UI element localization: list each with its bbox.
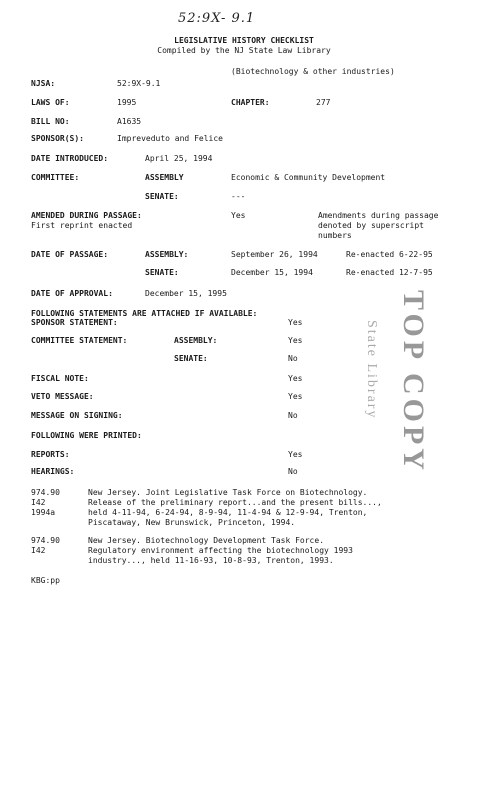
- reference-1-call-number: 1994a: [31, 508, 56, 517]
- njsa-value: 52:9X-9.1: [117, 79, 161, 88]
- veto-message-label: VETO MESSAGE:: [31, 392, 94, 401]
- passage-senate-reenacted: Re-enacted 12-7-95: [346, 268, 433, 277]
- signing-message-label: MESSAGE ON SIGNING:: [31, 411, 123, 420]
- reference-2-line: New Jersey. Biotechnology Development Task Force.: [88, 536, 325, 545]
- reference-2-line: Regulatory environment affecting the biotechnology 1993: [88, 546, 353, 555]
- handwritten-citation: 52:9X- 9.1: [178, 11, 256, 26]
- reference-1-line: Piscataway, New Brunswick, Princeton, 1994.: [88, 518, 296, 527]
- committee-statement-assembly-value: Yes: [288, 336, 303, 345]
- amended-note-line-1: Amendments during passage: [318, 211, 439, 220]
- passage-senate-value: December 15, 1994: [231, 268, 313, 277]
- passage-assembly-label: ASSEMBLY:: [145, 250, 189, 259]
- hearings-label: HEARINGS:: [31, 467, 75, 476]
- committee-statement-label: COMMITTEE STATEMENT:: [31, 336, 128, 345]
- sponsor-statement-value: Yes: [288, 318, 303, 327]
- fiscal-note-label: FISCAL NOTE:: [31, 374, 89, 383]
- bill-value: A1635: [117, 117, 142, 126]
- document-title: LEGISLATIVE HISTORY CHECKLIST: [174, 36, 314, 45]
- laws-label: LAWS OF:: [31, 98, 70, 107]
- bill-label: BILL NO:: [31, 117, 70, 126]
- amended-value: Yes: [231, 211, 246, 220]
- hearings-value: No: [288, 467, 298, 476]
- document-subtitle: Compiled by the NJ State Law Library: [157, 46, 331, 55]
- statements-heading: FOLLOWING STATEMENTS ARE ATTACHED IF AVAILABLE:: [31, 309, 258, 318]
- njsa-label: NJSA:: [31, 79, 56, 88]
- passage-senate-label: SENATE:: [145, 268, 179, 277]
- committee-statement-senate-label: SENATE:: [174, 354, 208, 363]
- reference-1-call-number: 974.90: [31, 488, 60, 497]
- fiscal-note-value: Yes: [288, 374, 303, 383]
- introduced-label: DATE INTRODUCED:: [31, 154, 109, 163]
- chapter-value: 277: [316, 98, 331, 107]
- committee-assembly-value: Economic & Community Development: [231, 173, 386, 182]
- reference-1-line: held 4-11-94, 6-24-94, 8-9-94, 11-4-94 & 12-9-94, Trenton,: [88, 508, 368, 517]
- sponsor-value: Impreveduto and Felice: [117, 134, 223, 143]
- reference-1-call-number: I42: [31, 498, 46, 507]
- passage-assembly-value: September 26, 1994: [231, 250, 318, 259]
- reports-value: Yes: [288, 450, 303, 459]
- typist-initials: KBG:pp: [31, 576, 60, 585]
- introduced-value: April 25, 1994: [145, 154, 213, 163]
- committee-label: COMMITTEE:: [31, 173, 80, 182]
- topic-note: (Biotechnology & other industries): [231, 67, 395, 76]
- passage-label: DATE OF PASSAGE:: [31, 250, 109, 259]
- stamp-top-copy-text: TOP COPY: [397, 290, 430, 474]
- printed-heading: FOLLOWING WERE PRINTED:: [31, 431, 142, 440]
- reference-2-call-number: I42: [31, 546, 46, 555]
- committee-statement-assembly-label: ASSEMBLY:: [174, 336, 218, 345]
- reports-label: REPORTS:: [31, 450, 70, 459]
- approval-label: DATE OF APPROVAL:: [31, 289, 113, 298]
- amended-subtext: First reprint enacted: [31, 221, 133, 230]
- amended-label: AMENDED DURING PASSAGE:: [31, 211, 142, 220]
- signing-message-value: No: [288, 411, 298, 420]
- reference-2-call-number: 974.90: [31, 536, 60, 545]
- reference-1-line: New Jersey. Joint Legislative Task Force on Biotechnology.: [88, 488, 368, 497]
- amended-note-line-2: denoted by superscript: [318, 221, 424, 230]
- reference-1-line: Release of the preliminary report...and the present bills...,: [88, 498, 382, 507]
- top-copy-stamp: [342, 290, 432, 474]
- veto-message-value: Yes: [288, 392, 303, 401]
- sponsor-statement-label: SPONSOR STATEMENT:: [31, 318, 118, 327]
- chapter-label: CHAPTER:: [231, 98, 270, 107]
- laws-value: 1995: [117, 98, 137, 107]
- reference-2-line: industry..., held 11-16-93, 10-8-93, Trenton, 1993.: [88, 556, 334, 565]
- committee-statement-senate-value: No: [288, 354, 298, 363]
- committee-senate-value: ---: [231, 192, 246, 201]
- approval-value: December 15, 1995: [145, 289, 227, 298]
- committee-assembly-label: ASSEMBLY: [145, 173, 184, 182]
- sponsor-label: SPONSOR(S):: [31, 134, 84, 143]
- committee-senate-label: SENATE:: [145, 192, 179, 201]
- amended-note-line-3: numbers: [318, 231, 352, 240]
- stamp-state-library-text: State Library: [364, 320, 379, 420]
- passage-assembly-reenacted: Re-enacted 6-22-95: [346, 250, 433, 259]
